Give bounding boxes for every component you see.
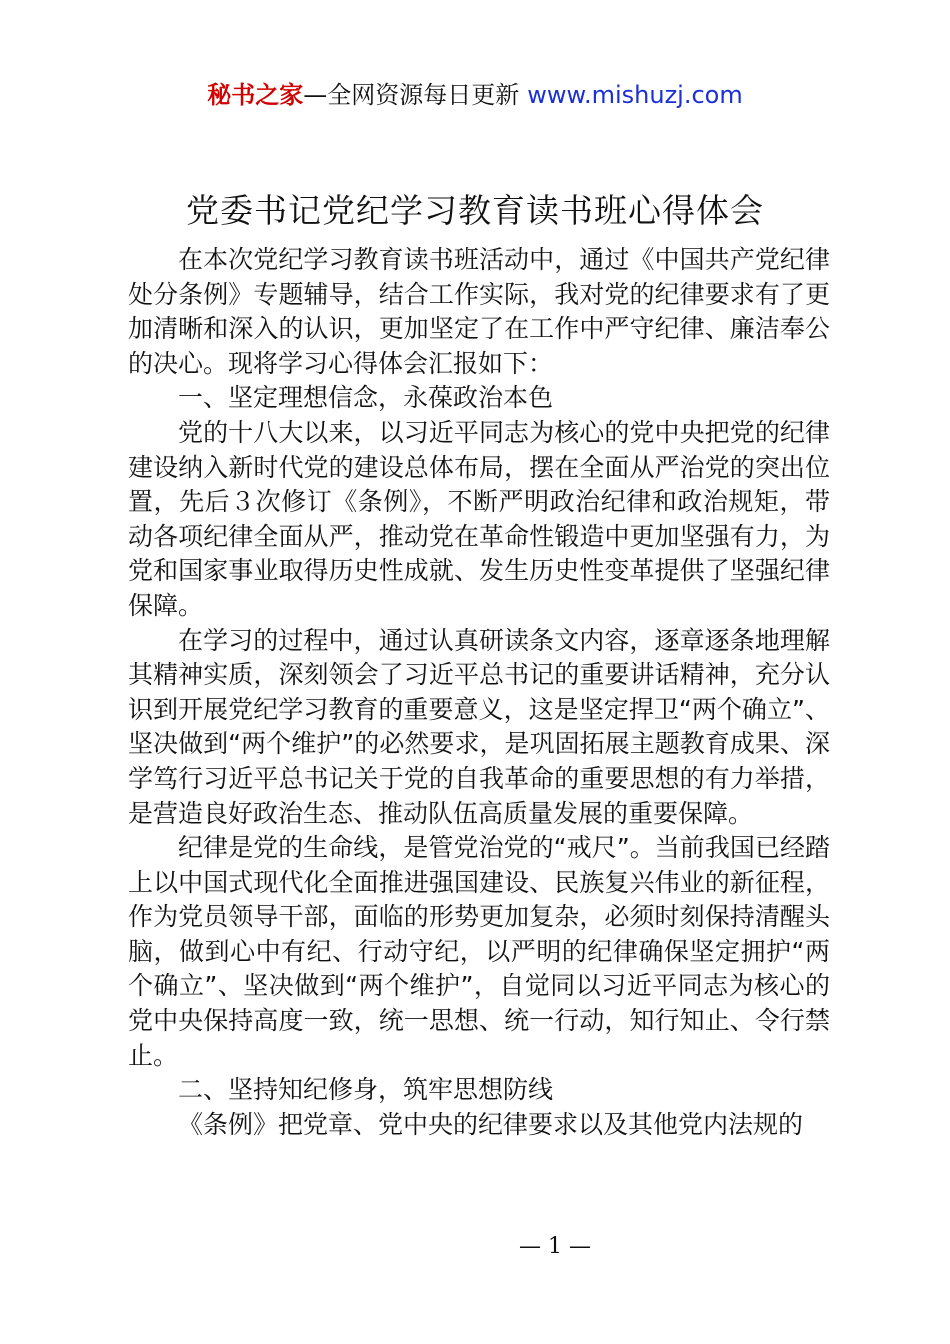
paragraph-intro: 在本次党纪学习教育读书班活动中，通过《中国共产党纪律处分条例》专题辅导，结合工作实际，我对党的纪律要求有了更加清晰和深入的认识，更加坚定了在工作中严守纪律、廉洁奉公的决心。现将学习心得体会汇报如下：: [128, 245, 830, 378]
document-body: [128, 243, 830, 1142]
section-heading-2: 二、坚持知纪修身，筑牢思想防线: [178, 1075, 554, 1105]
paragraph-1: 党的十八大以来，以习近平同志为核心的党中央把党的纪律建设纳入新时代党的建设总体布局，摆在全面从严治党的突出位置，先后３次修订《条例》，不断严明政治纪律和政治规矩，带动各项纪律全面从严，推动党在革命性锻造中更加坚强有力，为党和国家事业取得历史性成就、发生历史性变革提供了坚强纪律保障。: [128, 417, 830, 620]
banner-tagline: —全网资源每日更新: [303, 81, 520, 109]
banner-site-link[interactable]: www.mishuzj.com: [527, 81, 743, 109]
banner-brand: 秘书之家: [207, 81, 304, 109]
site-banner: [0, 78, 950, 112]
section-heading-1: 一、坚定理想信念，永葆政治本色: [178, 383, 554, 413]
paragraph-2: 在学习的过程中，通过认真研读条文内容，逐章逐条地理解其精神实质，深刻领会了习近平总书记的重要讲话精神，充分认识到开展党纪学习教育的重要意义，这是坚定捍卫“两个确立”、坚决做到“两个维护”的必然要求，是巩固拓展主题教育成果、深学笃行习近平总书记关于党的自我革命的重要思想的有力举措，是营造良好政治生态、推动队伍高质量发展的重要保障。: [128, 625, 830, 828]
page-number: — 1 —: [519, 1234, 591, 1259]
paragraph-4: 《条例》把党章、党中央的纪律要求以及其他党内法规的: [178, 1109, 804, 1139]
paragraph-3: 纪律是党的生命线，是管党治党的“戒尺”。当前我国已经踏上以中国式现代化全面推进强国建设、民族复兴伟业的新征程，作为党员领导干部，面临的形势更加复杂，必须时刻保持清醒头脑，做到心中有纪、行动守纪，以严明的纪律确保坚定拥护“两个确立”、坚决做到“两个维护”，自觉同以习近平同志为核心的党中央保持高度一致，统一思想、统一行动，知行知止、令行禁止。: [128, 833, 830, 1070]
document-title: 党委书记党纪学习教育读书班心得体会: [186, 191, 764, 230]
